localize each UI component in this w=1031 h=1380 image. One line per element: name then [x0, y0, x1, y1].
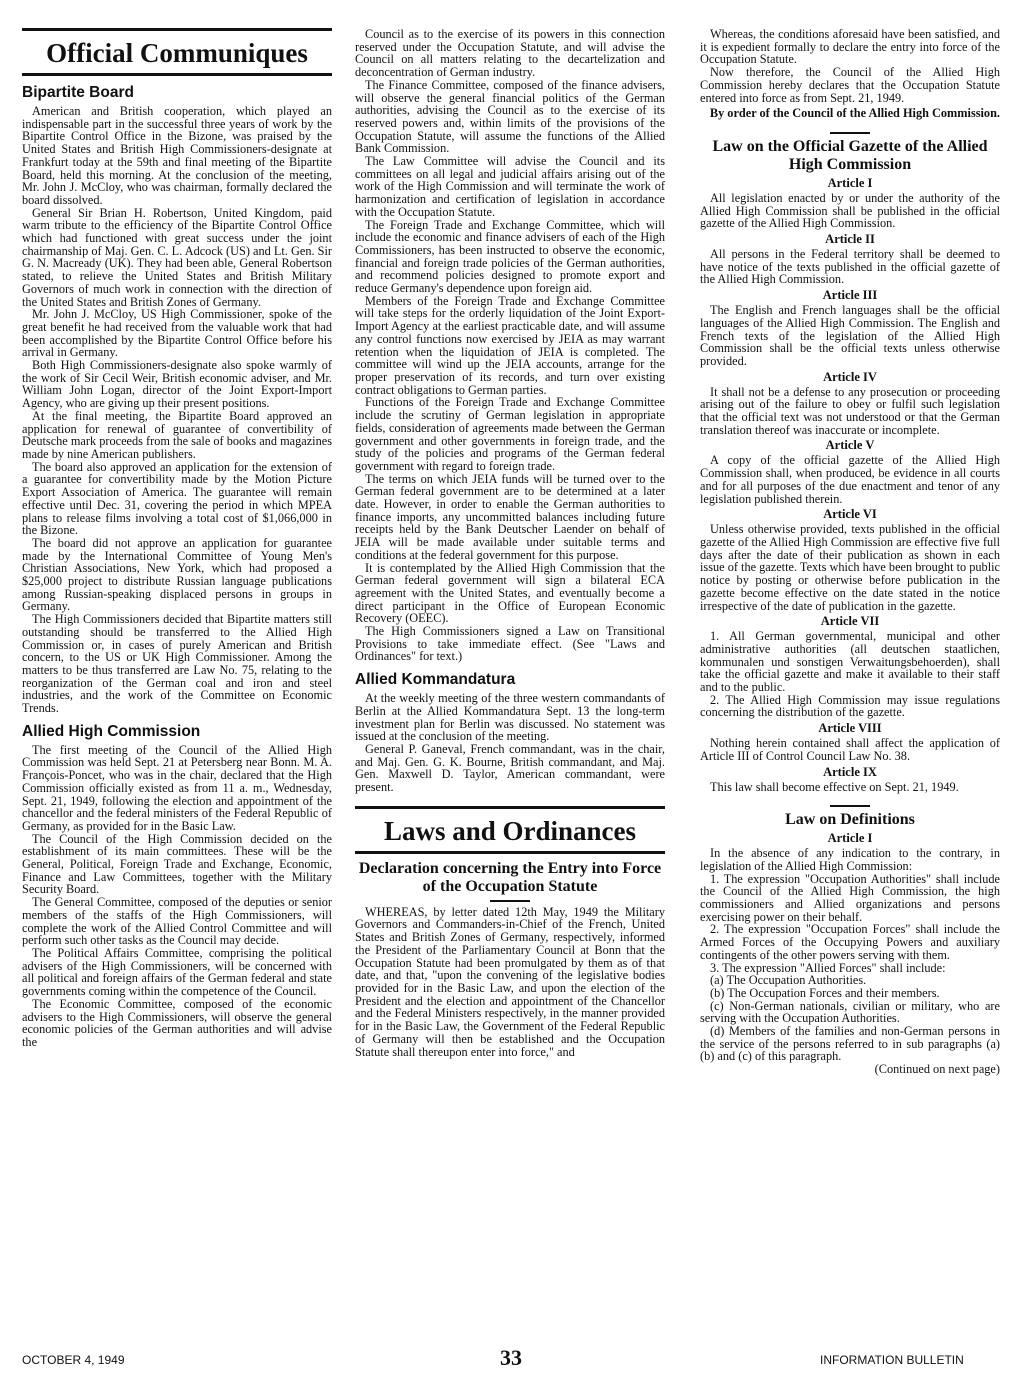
- paragraph: 1. The expression "Occupation Authorities" shall include the Council of the Allied High Commission, the high commissioners and Allied organizations and persons exercising power on their behalf.: [700, 871, 1000, 924]
- paragraph: WHEREAS, by letter dated 12th May, 1949 the Military Governors and Commanders-in-Chief of the French, United States and British Zones of Germany, respectively, informed the President of the Parliamentary Council at Bonn that the Occupation Statute had been promulgated by them as of that date, and that, "upon the convening of the legislative bodies provided for in the Basic Law, and upon the election of the President and the election and appointment of the Chancellor and the Federal Ministers respectively, in the manner provided for in the Basic Law, the Government of the Federal Republic of Germany will then be established and the Occupation Statute shall thereupon enter into force," and: [355, 904, 665, 1059]
- paragraph: The General Committee, composed of the deputies or senior members of the staffs of the High Commissioners, will complete the work of the Allied Control Committee and will perform such other tasks as the Council may decide.: [22, 895, 332, 948]
- paragraph: The terms on which JEIA funds will be turned over to the German federal government are to be determined at a later date. However, in order to enable the German authorities to finance imports, any uncommitted balances including future receipts held by the Bank Deutscher Laender on behalf of JEIA will be made available under suitable terms and conditions at the federal government for this purpose.: [355, 471, 665, 562]
- article-text: 1. All German governmental, municipal and other administrative authorities (all deutschen staatlichen, kommunalen und sonstigen Verwaitungsbehoerden), shall take the official gazette and make it available to their staff and to the public.: [700, 629, 1000, 695]
- article-label: Article VIII: [818, 721, 882, 736]
- paragraph: Members of the Foreign Trade and Exchange Committee will take steps for the orderly liquidation of the Joint Export-Import Agency at the earliest practicable date, and will assume any control functions now exercised by JEIA as may warrant retention when the liquidation of JEIA is completed. The committee will wind up the JEIA accounts, arrange for the proper preservation of its records, and turn over existing contract obligations to German parties.: [355, 293, 665, 397]
- paragraph: Mr. John J. McCloy, US High Commissioner, spoke of the great benefit he had received from the valuable work that had been accomplished by the Bipartite Control Office before his arrival in Germany.: [22, 307, 332, 360]
- article-text: This law shall become effective on Sept. 21, 1949.: [710, 779, 959, 794]
- paragraph: The board also approved an application for the extension of a guarantee for convertibility made by the Motion Picture Export Association of America. The guarantee will remain effective until Dec. 31, covering the period in which MPEA plans to release films involving a total cost of $1,066,000 in the Bizone.: [22, 459, 332, 538]
- paragraph: The High Commissioners signed a Law on Transitional Provisions to take immediate effect. (See "Laws and Ordinances" for text.): [355, 624, 665, 664]
- column-1: [22, 28, 332, 1049]
- divider: [830, 132, 870, 134]
- paragraph: At the final meeting, the Bipartite Board approved an application for renewal of guarantee of convertibility of Deutsche mark proceeds from the sale of books and magazines made by nine American publishers.: [22, 408, 332, 461]
- continued-note: (Continued on next page): [874, 1062, 1000, 1077]
- column-2: [355, 28, 665, 1058]
- article-label: Article VI: [823, 507, 877, 522]
- section-title-official-communiques: Official Communiques: [46, 38, 308, 68]
- paragraph: General Sir Brian H. Robertson, United Kingdom, paid warm tribute to the efficiency of the Bipartite Control Office which had functioned with great success under the joint chairmanship of Maj. Gen. C. L. Adcock (US) and Lt. Gen. Sir G. N. Macready (UK). They had been able, General Robertson stated, to relieve the United States and British Military Governors of much work in connection with the direction of the United States and British Zones of Germany.: [22, 205, 332, 309]
- paragraph: The board did not approve an application for guarantee made by the International Committee of Young Men's Christian Associations, New York, which had proposed a $25,000 project to distribute Russian language publications among Russian-speaking displaced persons in groups in Germany.: [22, 535, 332, 614]
- divider: [22, 73, 332, 76]
- article-label: Article II: [825, 232, 875, 247]
- divider: [490, 900, 530, 902]
- paragraph: The Foreign Trade and Exchange Committee, which will include the economic and finance advisers of each of the High Commissioners, has been instructed to observe the economic, financial and foreign trade policies of the German authorities, and recommend policies designed to promote export and reduce Germany's dependence upon foreign aid.: [355, 217, 665, 296]
- paragraph: 3. The expression "Allied Forces" shall include:: [710, 960, 946, 975]
- article-text: All persons in the Federal territory shall be deemed to have notice of the texts published in the official gazette of the Allied High Commission.: [700, 247, 1000, 287]
- paragraph: The Political Affairs Committee, comprising the political advisers of the High Commissioners, will be concerned with all political and foreign affairs of the German federal and state governments coming within the competence of the Council.: [22, 946, 332, 999]
- article-text: Nothing herein contained shall affect the application of Article III of Control Council Law No. 38.: [700, 736, 1000, 763]
- paragraph: 2. The expression "Occupation Forces" shall include the Armed Forces of the Occupying Powers and auxiliary contingents of the other powers serving with them.: [700, 922, 1000, 962]
- paragraph: (b) The Occupation Forces and their members.: [710, 985, 940, 1000]
- paragraph: The Economic Committee, composed of the economic advisers to the High Commissioners, will observe the general economic policies of the German authorities and will advise the: [22, 996, 332, 1049]
- article-label: Article V: [825, 438, 875, 453]
- declaration-title: Declaration concerning the Entry into Force of the Occupation Statute: [358, 859, 662, 895]
- heading-allied-high-commission: Allied High Commission: [22, 722, 201, 740]
- section-title-laws-and-ordinances: Laws and Ordinances: [383, 815, 637, 846]
- definitions-law-title: Law on Definitions: [785, 811, 915, 829]
- paragraph: The Law Committee will advise the Council and its committees on all legal and judicial affairs arising out of the work of the High Commission and will terminate the work of harmonization and certification of legislation in accordance with the Occupation Statute.: [355, 154, 665, 219]
- paragraph: The Council of the High Commission decided on the establishment of its main committees. These will be the General, Political, Foreign Trade and Exchange, Economic, Finance and Law Committees, together with the Military Security Board.: [22, 831, 332, 897]
- signature-line: By order of the Council of the Allied High Commission.: [709, 106, 1000, 121]
- article-text: The English and French languages shall be the official languages of the Allied High Commission. The English and French texts of the legislation of the Allied High Commission shall be the official texts unless otherwise provided.: [700, 303, 1000, 368]
- column-3: [700, 28, 1000, 1076]
- article-text: It shall not be a defense to any prosecution or proceeding arising out of the failure to obey or fulfil such legislation that the official text was not understood or that the German translation thereof was inaccurate or incomplete.: [700, 384, 1000, 437]
- paragraph: The Finance Committee, composed of the finance advisers, will observe the general financial politics of the German authorities, advising the Council as to the exercise of its reserved powers and, within limits of the provisions of the Occupation Statute, will assume the functions of the Allied Bank Commission.: [355, 77, 665, 156]
- article-label: Article I: [827, 831, 873, 846]
- paragraph: The first meeting of the Council of the Allied High Commission was held Sept. 21 at Petersberg near Bonn. M. A. François-Poncet, who was in the chair, declared that the High Commission officially existed as from 11 a. m., Wednesday, Sept. 21, 1949, following the election and appointment of the chancellor and the federal ministers of the Federal Republic of Germany, as provided for in the Basic Law.: [22, 742, 332, 833]
- paragraph: It is contemplated by the Allied High Commission that the German federal government will sign a bilateral ECA agreement with the United States, and eventually become a direct participant in the Office of European Economic Recovery (OEEC).: [355, 560, 665, 626]
- paragraph: Council as to the exercise of its powers in this connection reserved under the Occupation Statute, and will advise the Council on all matters relating to the decartelization and deconcentration of German industry.: [355, 27, 665, 80]
- article-text: A copy of the official gazette of the Allied High Commission shall, when produced, be evidence in all courts and for all purposes of the due enactment and tenor of any legislation published therein.: [700, 453, 1000, 506]
- article-label: Article III: [822, 288, 878, 303]
- heading-bipartite-board: Bipartite Board: [22, 84, 134, 101]
- heading-allied-kommandatura: Allied Kommandatura: [355, 671, 516, 689]
- paragraph: (a) The Occupation Authorities.: [710, 973, 867, 988]
- article-label: Article IV: [823, 369, 877, 384]
- paragraph: (d) Members of the families and non-German persons in the service of the persons referred to in sub paragraphs (a) (b) and (c) of this paragraph.: [700, 1024, 1000, 1064]
- paragraph: At the weekly meeting of the three western commandants of Berlin at the Allied Kommandatura Sept. 13 the long-term investment plan for Berlin was discussed. No statement was issued at the conclusion of the meeting.: [355, 691, 665, 744]
- paragraph: Functions of the Foreign Trade and Exchange Committee include the scrutiny of German legislation in appropriate fields, consideration of agreements made between the German government and other governments in foreign trade, and the study of the policies and programs of the German federal government with regard to foreign trade.: [355, 395, 665, 473]
- divider: [22, 28, 332, 31]
- article-text: 2. The Allied High Commission may issue regulations concerning the distribution of the gazette.: [700, 692, 1000, 720]
- paragraph: The High Commissioners decided that Bipartite matters still outstanding should be transferred to the Allied High Commission or, in cases of purely American and British concern, to the US or UK High Commissioner. Among the matters to be thus transferred are Law No. 75, relating to the reorganization of the German coal and iron and steel industries, and the work of the Committee on Economic Trends.: [22, 612, 332, 716]
- paragraph: Now therefore, the Council of the Allied High Commission hereby declares that the Occupation Statute entered into force as from Sept. 21, 1949.: [700, 65, 1000, 105]
- paragraph: American and British cooperation, which played an indispensable part in the successful three years of work by the Bipartite Control Office in the Bizone, was praised by the United States and British High Commissioners-designate at Frankfurt today at the 59th and final meeting of the Bipartite Board, held this morning. At the conclusion of the meeting, Mr. John J. McCloy, who was chairman, formally declared the board dissolved.: [22, 104, 332, 207]
- divider: [355, 806, 665, 809]
- article-text: All legislation enacted by or under the authority of the Allied High Commission shall be published in the official gazette of the Allied High Commission.: [700, 190, 1000, 231]
- paragraph: General P. Ganeval, French commandant, was in the chair, and Maj. Gen. G. K. Bourne, British commandant, and Maj. Gen. Maxwell D. Taylor, American commandant, were present.: [355, 741, 665, 795]
- article-label: Article I: [827, 175, 873, 190]
- footer-date: OCTOBER 4, 1949: [22, 1353, 125, 1367]
- paragraph: In the absence of any indication to the contrary, in legislation of the Allied High Commission:: [700, 846, 1000, 873]
- paragraph: Whereas, the conditions aforesaid have been satisfied, and it is expedient formally to declare the entry into force of the Occupation Statute.: [700, 27, 1000, 67]
- paragraph: Both High Commissioners-designate also spoke warmly of the work of Sir Cecil Weir, British economic adviser, and Mr. William John Logan, director of the Joint Export-Import Agency, who are giving up their present positions.: [22, 358, 332, 411]
- page-number: 33: [500, 1345, 522, 1370]
- footer-publication: INFORMATION BULLETIN: [820, 1353, 964, 1367]
- gazette-law-title: Law on the Official Gazette of the Allied High Commission: [712, 137, 988, 173]
- article-text: Unless otherwise provided, texts published in the official gazette of the Allied High Commission are effective five full days after the date of their publication as shown in each issue of the gazette. Texts which have been brought to public notice by posting or otherwise before publication in the gazette become effective on the date stated in the notice irrespective of the date of publication in the gazette.: [700, 522, 1000, 613]
- paragraph: (c) Non-German nationals, civilian or military, who are serving with the Occupation Authorities.: [700, 998, 1000, 1026]
- divider: [830, 805, 870, 807]
- article-label: Article IX: [823, 764, 877, 779]
- article-label: Article VII: [820, 614, 880, 629]
